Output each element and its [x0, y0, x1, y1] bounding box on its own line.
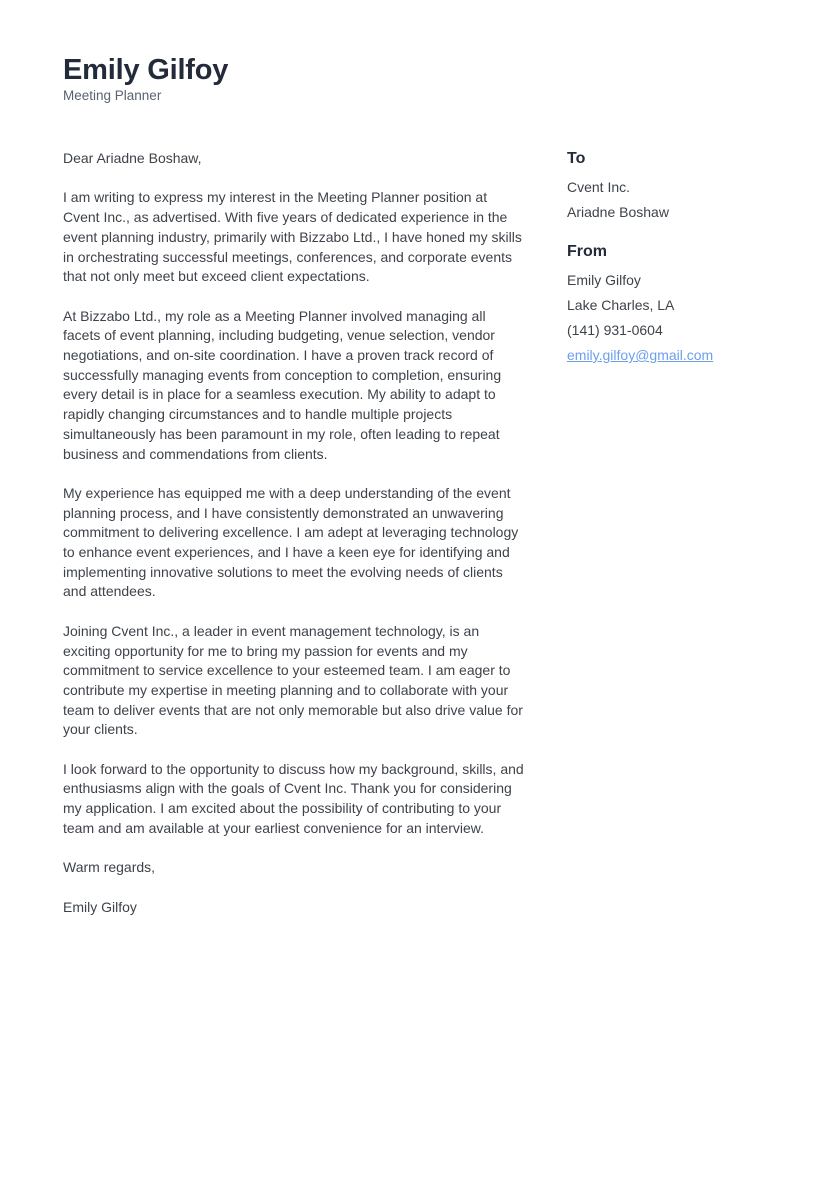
to-line: Cvent Inc. [567, 179, 631, 195]
header [0, 0, 833, 104]
page-title: Emily Gilfoy [63, 54, 229, 86]
from-lines [567, 268, 767, 343]
email-link[interactable]: emily.gilfoy@gmail.com [567, 347, 714, 363]
closing: Warm regards, [63, 859, 156, 876]
salutation: Dear Ariadne Boshaw, [63, 150, 202, 166]
to-line: Ariadne Boshaw [567, 204, 669, 220]
letter-body [63, 149, 525, 937]
to-section [567, 149, 767, 225]
letter-paragraph: My experience has equipped me with a deep understanding of the event planning process, and I have consistently demonstrated an unwavering commitment to delivering excellence. I am adept at leveraging technology to enhance event experiences, and I have a keen eye for identifying and implementing innovative solutions to meet the evolving needs of clients and attendees. [63, 484, 519, 600]
letter-paragraph: Joining Cvent Inc., a leader in event management technology, is an exciting opportunity for me to bring my passion for events and my commitment to service excellence to your esteemed team. I am eager to contribute my expertise in meeting planning and to collaborate with your team to deliver events that are not only memorable but also drive value for your clients. [63, 622, 523, 738]
letter-paragraph: I look forward to the opportunity to discuss how my background, skills, and enthusiasms align with the goals of Cvent Inc. Thank you for considering my application. I am excited about the possibility of contributing to your team and am available at your earliest convenience for an interview. [63, 760, 524, 836]
letter-paragraph: At Bizzabo Ltd., my role as a Meeting Planner involved managing all facets of event planning, including budgeting, venue selection, vendor negotiations, and on-site coordination. I have a proven track record of successfully managing events from conception to completion, ensuring every detail is in place for a seamless execution. My ability to adapt to rapidly changing circumstances and to handle multiple projects simultaneously has been paramount in my role, often leading to repeat business and commendations from clients. [63, 307, 502, 462]
contact-sidebar [567, 149, 767, 368]
letter-paragraphs [63, 188, 525, 838]
to-lines [567, 175, 767, 225]
job-title: Meeting Planner [63, 88, 162, 103]
closing-block [63, 858, 525, 917]
from-section [567, 242, 767, 368]
from-line: Lake Charles, LA [567, 297, 675, 313]
from-line: Emily Gilfoy [567, 272, 641, 288]
from-heading: From [567, 243, 607, 260]
from-line: (141) 931-0604 [567, 322, 663, 338]
signature: Emily Gilfoy [63, 898, 137, 915]
letter-paragraph: I am writing to express my interest in the Meeting Planner position at Cvent Inc., as advertised. With five years of dedicated experience in the event planning industry, primarily with Bizzabo Ltd., I have honed my skills in orchestrating successful meetings, conferences, and corporate events that not only meet but exceed client expectations. [63, 189, 522, 285]
content [0, 149, 833, 937]
to-heading: To [567, 150, 586, 167]
